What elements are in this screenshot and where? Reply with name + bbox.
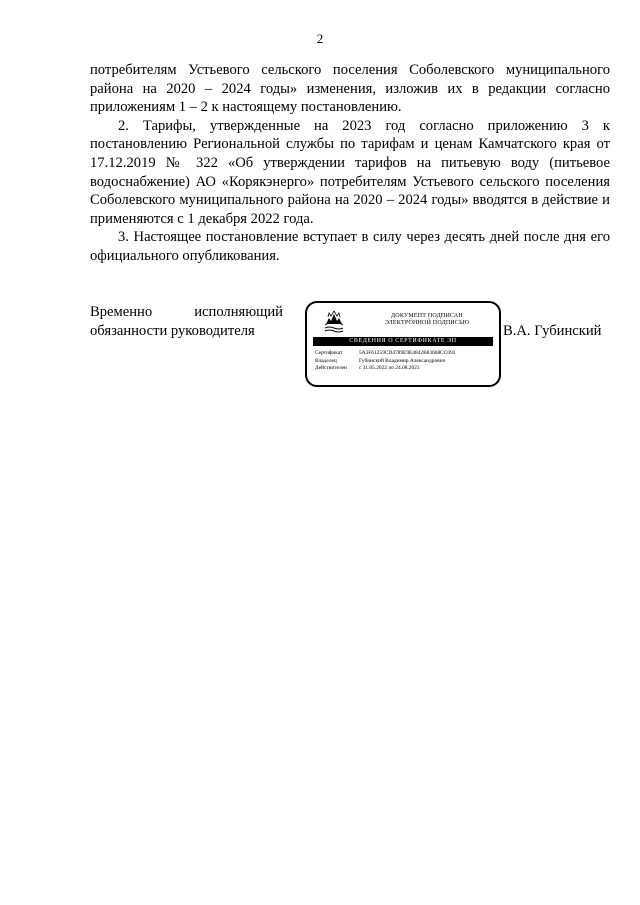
signatory-position-line2: обязанности руководителя bbox=[90, 322, 255, 339]
document-body bbox=[90, 61, 610, 266]
stamp-row-value: с 31.05.2022 по 24.08.2023 bbox=[359, 365, 420, 371]
stamp-row-value: 5A3F61259CD4789E9E4842B83668CC092 bbox=[359, 350, 456, 356]
stamp-certificate-details bbox=[315, 350, 495, 373]
paragraph-2-tariffs: 2. Тарифы, утвержденные на 2023 год согласно приложению 3 к постановлению Региональной службы по тарифам и ценам Камчатского края от 17.12.2019 № 322 «Об утверждении тарифов на питьевую воду (питьевое водоснабжение) АО «Корякэнерго» потребителям Устьевого сельского поселения Соболевского муниципального района на 2020 – 2024 годы» вводятся в действие и применяются с 1 декабря 2022 года. bbox=[90, 117, 610, 227]
stamp-row-certificate bbox=[315, 350, 495, 358]
paragraph-1-continuation: потребителям Устьевого сельского поселения Соболевского муниципального района на 2020 – 2024 годы» изменения, изложив их в редакции согласно приложениям 1 – 2 к настоящему постановлению. bbox=[90, 62, 610, 116]
paragraph-3-effective-date: 3. Настоящее постановление вступает в силу через десять дней после дня его официального опубликования. bbox=[90, 229, 610, 264]
signatory-position-word1: Временно bbox=[90, 304, 153, 320]
stamp-row-key: Владелец bbox=[315, 357, 337, 364]
stamp-header-line2: ЭЛЕКТРОННОЙ ПОДПИСЬЮ bbox=[384, 320, 470, 326]
stamp-row-key: Сертификат bbox=[315, 350, 343, 356]
stamp-certificate-bar: СВЕДЕНИЯ О СЕРТИФИКАТЕ ЭП bbox=[313, 337, 493, 346]
coat-of-arms-icon bbox=[323, 310, 345, 334]
stamp-row-validity bbox=[315, 365, 495, 373]
page-number: 2 bbox=[316, 31, 324, 46]
stamp-row-key: Действителен bbox=[315, 365, 347, 371]
stamp-header-line1: ДОКУМЕНТ ПОДПИСАН bbox=[391, 313, 463, 319]
signatory-name: В.А. Губинский bbox=[503, 323, 602, 339]
signatory-position bbox=[90, 303, 283, 340]
stamp-row-owner bbox=[315, 358, 495, 366]
stamp-row-value: Губинский Владимир Александрович bbox=[359, 357, 446, 364]
signatory-position-word2: исполняющий bbox=[194, 304, 283, 320]
signatory-position-line1 bbox=[90, 303, 283, 322]
stamp-header bbox=[357, 313, 497, 327]
electronic-signature-stamp bbox=[305, 301, 501, 387]
